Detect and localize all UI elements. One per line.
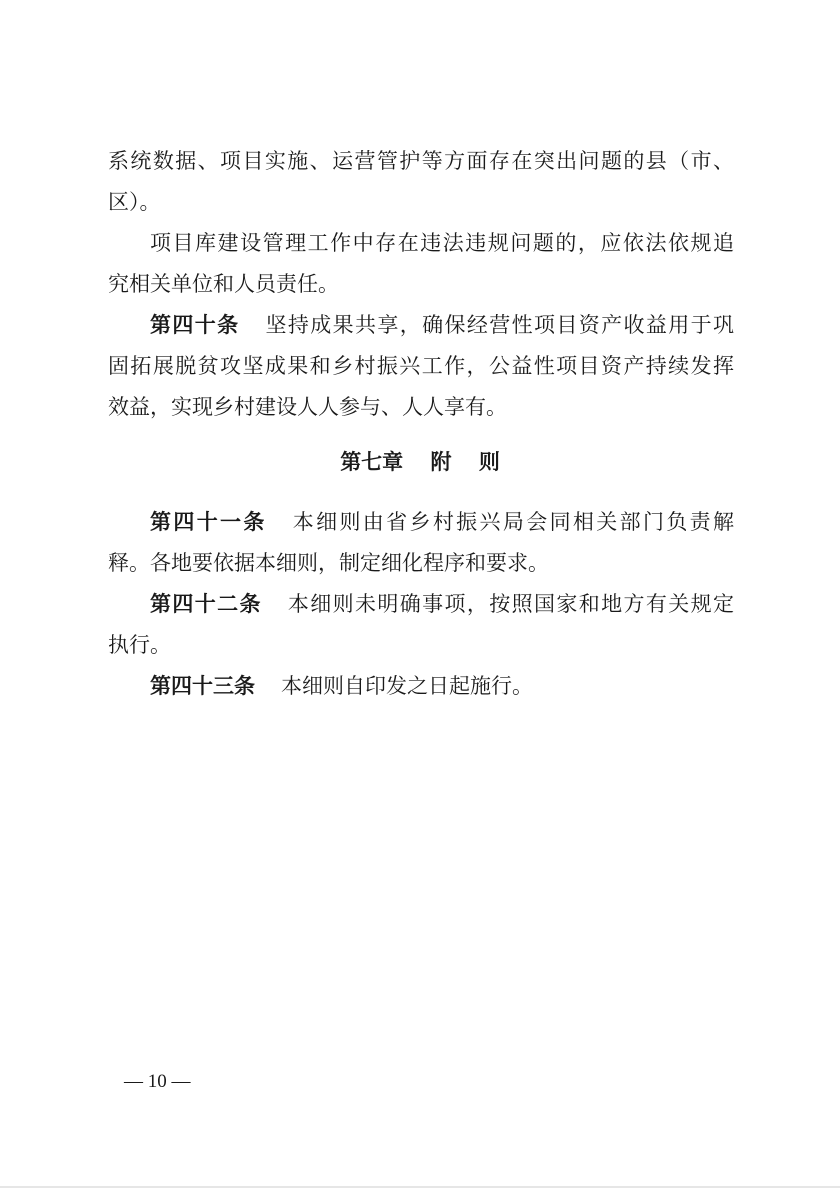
- page-bottom-edge: [0, 1186, 840, 1188]
- article-43-text: 本细则自印发之日起施行。: [281, 674, 533, 698]
- article-41-heading: 第四十一条: [150, 510, 267, 534]
- paragraph-line: 区）。: [108, 190, 161, 214]
- article-40-first-line: [150, 311, 734, 339]
- chapter-title-part: 则: [478, 450, 500, 474]
- article-42-heading: 第四十二条: [150, 592, 262, 616]
- paragraph-line: 项目库建设管理工作中存在违法违规问题的，应依法依规追: [150, 231, 734, 255]
- chapter-heading: [0, 448, 840, 476]
- paragraph-line: 系统数据、项目实施、运营管护等方面存在突出问题的县（市、: [108, 149, 734, 173]
- article-43-first-line: [150, 672, 734, 700]
- paragraph-line: 效益，实现乡村建设人人参与、人人享有。: [108, 395, 507, 419]
- article-40-heading: 第四十条: [150, 313, 240, 337]
- article-42-first-line: [150, 590, 734, 618]
- chapter-number: 第七章: [340, 450, 404, 474]
- paragraph-line: 固拓展脱贫攻坚成果和乡村振兴工作，公益性项目资产持续发挥: [108, 354, 734, 378]
- article-41-text: 本细则由省乡村振兴局会同相关部门负责解: [292, 510, 734, 534]
- paragraph-line: 释。各地要依据本细则，制定细化程序和要求。: [108, 551, 549, 575]
- paragraph-line: 究相关单位和人员责任。: [108, 272, 339, 296]
- page-number: — 10 —: [124, 1071, 191, 1092]
- chapter-title-part: 附: [430, 450, 452, 474]
- article-41-first-line: [150, 508, 734, 536]
- article-40-text: 坚持成果共享，确保经营性项目资产收益用于巩: [265, 313, 734, 337]
- article-42-text: 本细则未明确事项，按照国家和地方有关规定: [287, 592, 734, 616]
- paragraph-line: 执行。: [108, 633, 171, 657]
- article-43-heading: 第四十三条: [150, 674, 255, 698]
